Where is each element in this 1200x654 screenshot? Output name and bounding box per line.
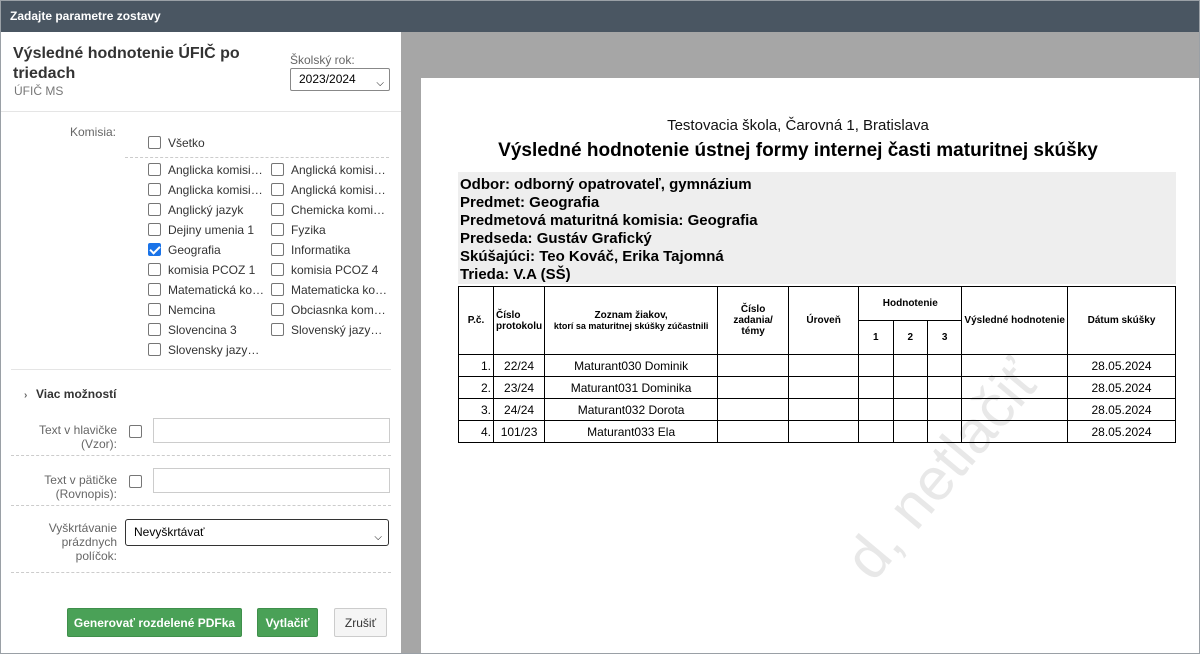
header-text-label: Text v hlavičke (Vzor): xyxy=(38,423,117,451)
strike-empty-label: Vyškrtávanie prázdnych políčok: xyxy=(48,521,117,563)
commission-label: Komisia: xyxy=(69,125,116,139)
info-box xyxy=(458,172,1176,284)
commission-all-label: Všetko xyxy=(168,136,205,150)
commission-checkbox[interactable] xyxy=(271,303,284,316)
cell-empty xyxy=(859,355,893,377)
commission-label: Obciasnka kom… xyxy=(291,303,386,317)
cell-date: 28.05.2024 xyxy=(1068,421,1176,443)
commission-label: Slovencina 3 xyxy=(168,323,237,337)
commission-checkbox[interactable] xyxy=(148,263,161,276)
chevron-down-icon: ⌵ xyxy=(374,532,382,543)
school-name: Testovacia škola, Čarovná 1, Bratislava xyxy=(667,117,929,134)
commission-checkbox[interactable] xyxy=(148,183,161,196)
cell-empty xyxy=(927,399,961,421)
commission-label: Chemicka komi… xyxy=(291,203,386,217)
results-body xyxy=(459,355,1176,443)
cell-empty xyxy=(718,377,789,399)
column-header-final: Výsledné hodnotenie xyxy=(962,287,1068,355)
cell-empty xyxy=(893,421,927,443)
footer-text-checkbox[interactable] xyxy=(129,475,142,488)
commission-checkbox[interactable] xyxy=(271,263,284,276)
cell-protocol: 23/24 xyxy=(494,377,545,399)
commission-all-checkbox[interactable] xyxy=(148,136,161,149)
header-text-input[interactable] xyxy=(153,418,390,443)
school-year-label: Školský rok: xyxy=(290,53,355,67)
divider xyxy=(11,572,391,573)
report-title: Výsledné hodnotenie ÚFIČ po triedach xyxy=(13,45,240,82)
commission-label: Geografia xyxy=(168,243,221,257)
header-text-checkbox[interactable] xyxy=(129,425,142,438)
cell-student: Maturant032 Dorota xyxy=(545,399,718,421)
table-row xyxy=(459,355,1176,377)
info-field: Odbor: odborný opatrovateľ, gymnázium xyxy=(460,176,752,193)
cell-empty xyxy=(789,355,859,377)
commission-checkbox[interactable] xyxy=(148,283,161,296)
dialog-title: Zadajte parametre zostavy xyxy=(1,1,1199,32)
parameters-panel xyxy=(1,32,401,654)
cell-empty xyxy=(927,377,961,399)
report-subtitle: ÚFIČ MS xyxy=(14,84,64,98)
commission-label: Anglicka komisi… xyxy=(168,183,263,197)
strike-empty-select[interactable] xyxy=(125,519,389,546)
generate-split-pdf-button[interactable]: Generovať rozdelené PDFka xyxy=(67,608,242,637)
commission-label: komisia PCOZ 1 xyxy=(168,263,256,277)
column-header-rating-3: 3 xyxy=(927,321,961,355)
cell-empty xyxy=(962,421,1068,443)
commission-label: Anglická komisi… xyxy=(291,163,386,177)
print-button[interactable]: Vytlačiť xyxy=(257,608,318,637)
column-header-rating: Hodnotenie xyxy=(859,287,962,321)
column-header-level: Úroveň xyxy=(789,287,859,355)
cell-empty xyxy=(859,399,893,421)
more-options-toggle[interactable] xyxy=(24,387,116,401)
column-header-pc: P.č. xyxy=(459,287,494,355)
footer-text-label: Text v pätičke (Rovnopis): xyxy=(44,473,117,501)
more-options-label: Viac možností xyxy=(36,387,117,401)
table-row xyxy=(459,421,1176,443)
commission-label: Fyzika xyxy=(291,223,326,237)
commission-label: Anglická komisi… xyxy=(291,183,386,197)
commission-checkbox[interactable] xyxy=(148,243,161,256)
column-header-students: Zoznam žiakov, ktorí sa maturitnej skúšky zúčastnili xyxy=(545,287,718,355)
cell-empty xyxy=(718,399,789,421)
cell-pc: 4. xyxy=(459,421,494,443)
commission-checkbox[interactable] xyxy=(271,323,284,336)
column-header-date: Dátum skúšky xyxy=(1068,287,1176,355)
info-field: Predseda: Gustáv Grafický xyxy=(460,230,652,247)
results-table xyxy=(458,286,1176,443)
commission-label: Slovenský jazy… xyxy=(291,323,383,337)
cell-date: 28.05.2024 xyxy=(1068,399,1176,421)
cell-empty xyxy=(927,355,961,377)
commission-label: Matematická ko… xyxy=(168,283,265,297)
commission-label: Anglicka komisi… xyxy=(168,163,263,177)
chevron-down-icon: ⌵ xyxy=(376,78,384,89)
cell-protocol: 22/24 xyxy=(494,355,545,377)
commission-checkbox[interactable] xyxy=(271,203,284,216)
commission-checkbox[interactable] xyxy=(148,203,161,216)
cell-empty xyxy=(893,399,927,421)
school-year-value: 2023/2024 xyxy=(299,72,356,86)
cell-student: Maturant033 Ela xyxy=(545,421,718,443)
cell-empty xyxy=(718,421,789,443)
column-header-protocol: Číslo protokolu xyxy=(494,287,545,355)
commission-label: Dejiny umenia 1 xyxy=(168,223,255,237)
column-header-task: Číslo zadania/ témy xyxy=(718,287,789,355)
cell-empty xyxy=(927,421,961,443)
commission-checkbox[interactable] xyxy=(148,343,161,356)
cell-protocol: 101/23 xyxy=(494,421,545,443)
info-field: Skúšajúci: Teo Kováč, Erika Tajomná xyxy=(460,248,724,265)
cell-student: Maturant031 Dominika xyxy=(545,377,718,399)
divider xyxy=(11,369,391,370)
school-year-select[interactable] xyxy=(290,68,390,91)
commission-label: komisia PCOZ 4 xyxy=(291,263,379,277)
info-field: Predmet: Geografia xyxy=(460,194,600,211)
info-field: Predmetová maturitná komisia: Geografia xyxy=(460,212,758,229)
commission-checkbox[interactable] xyxy=(271,243,284,256)
cell-empty xyxy=(893,355,927,377)
commission-label: Informatika xyxy=(291,243,351,257)
watermark: d, netlačiť xyxy=(831,347,1052,592)
cell-empty xyxy=(718,355,789,377)
commission-checkbox[interactable] xyxy=(148,223,161,236)
cell-empty xyxy=(859,421,893,443)
cell-empty xyxy=(789,421,859,443)
cell-pc: 1. xyxy=(459,355,494,377)
commission-checkbox[interactable] xyxy=(148,163,161,176)
table-row xyxy=(459,377,1176,399)
commission-label: Matematicka ko… xyxy=(291,283,388,297)
cell-pc: 2. xyxy=(459,377,494,399)
preview-area[interactable] xyxy=(401,32,1199,654)
commission-checkbox[interactable] xyxy=(148,303,161,316)
cell-protocol: 24/24 xyxy=(494,399,545,421)
cell-date: 28.05.2024 xyxy=(1068,355,1176,377)
commission-label: Nemcina xyxy=(168,303,216,317)
cancel-button[interactable]: Zrušiť xyxy=(334,608,387,637)
document-title: Výsledné hodnotenie ústnej formy internej časti maturitnej skúšky xyxy=(498,140,1098,161)
cell-date: 28.05.2024 xyxy=(1068,377,1176,399)
cell-pc: 3. xyxy=(459,399,494,421)
cell-empty xyxy=(962,399,1068,421)
divider xyxy=(11,505,391,506)
footer-text-input[interactable] xyxy=(153,468,390,493)
document-page xyxy=(421,78,1199,654)
info-field: Trieda: V.A (SŠ) xyxy=(460,266,571,283)
strike-empty-value: Nevyškrtávať xyxy=(134,525,205,539)
divider xyxy=(1,111,401,112)
chevron-right-icon: › xyxy=(24,390,28,401)
cell-empty xyxy=(859,377,893,399)
commission-label: Anglický jazyk xyxy=(168,203,244,217)
commission-label: Slovensky jazy… xyxy=(168,343,260,357)
cell-empty xyxy=(893,377,927,399)
divider xyxy=(125,157,389,158)
commission-checkbox[interactable] xyxy=(271,183,284,196)
commission-checkbox[interactable] xyxy=(271,163,284,176)
column-header-rating-2: 2 xyxy=(893,321,927,355)
commission-checkbox[interactable] xyxy=(271,283,284,296)
cell-empty xyxy=(962,377,1068,399)
commission-checkbox[interactable] xyxy=(271,223,284,236)
cell-student: Maturant030 Dominik xyxy=(545,355,718,377)
cell-empty xyxy=(962,355,1068,377)
cell-empty xyxy=(789,377,859,399)
table-row xyxy=(459,399,1176,421)
divider xyxy=(11,455,391,456)
cell-empty xyxy=(789,399,859,421)
commission-checkbox[interactable] xyxy=(148,323,161,336)
column-header-rating-1: 1 xyxy=(859,321,893,355)
